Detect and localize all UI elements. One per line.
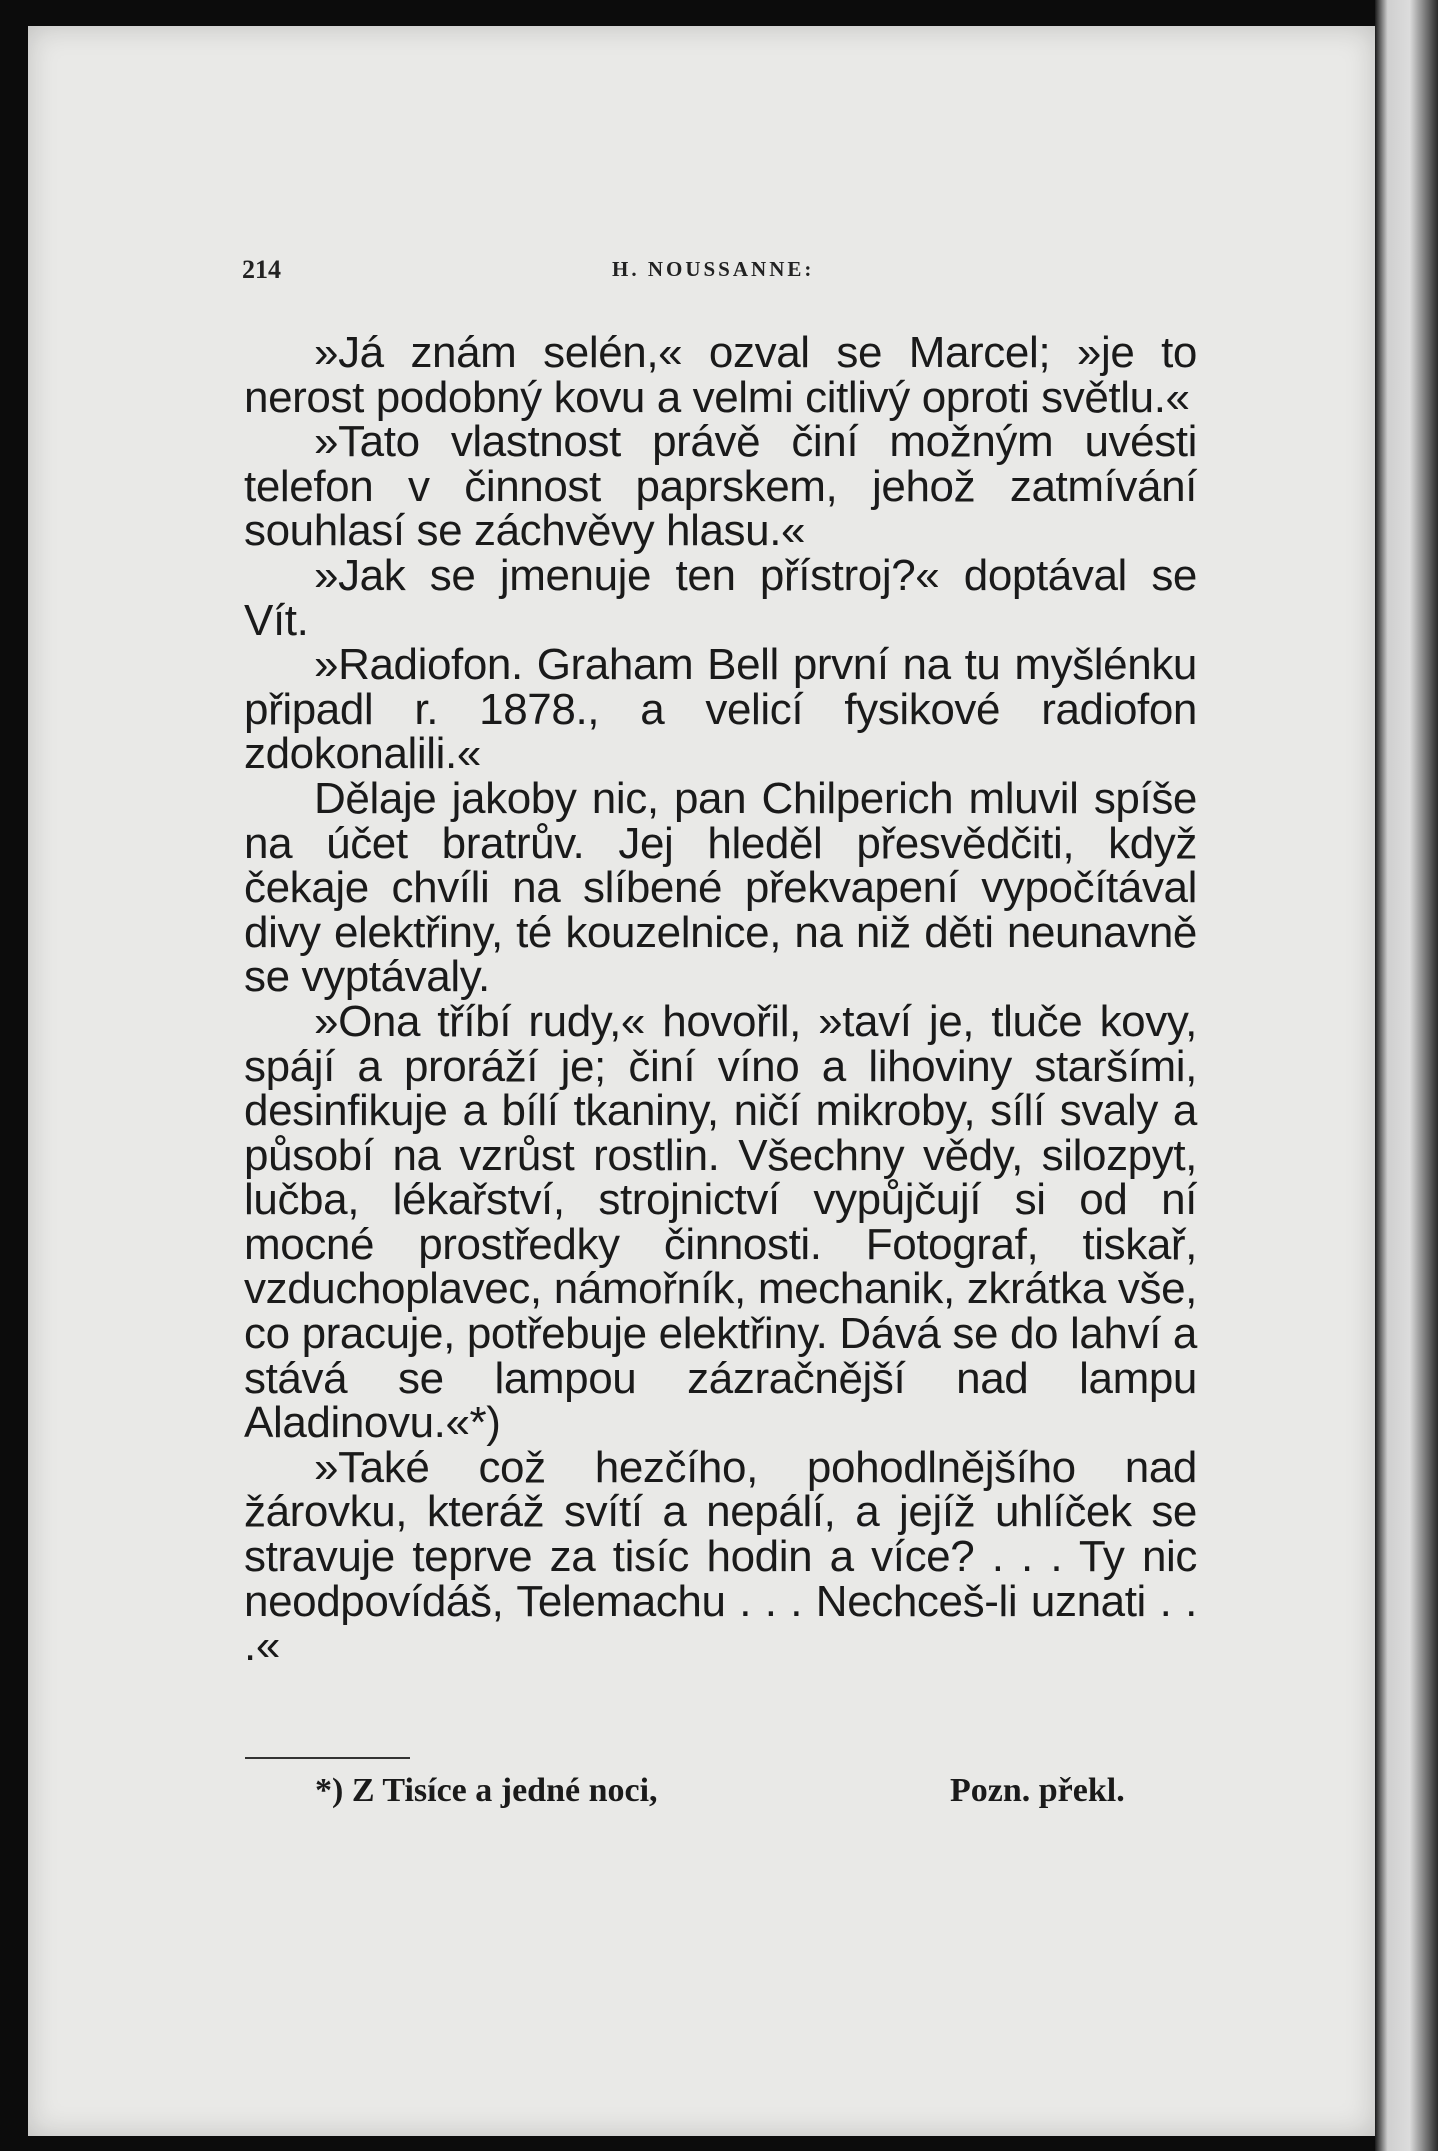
page-header (242, 255, 1192, 289)
footnote-text: *) Z Tisíce a jedné noci, (315, 1772, 658, 1809)
paragraph: »Radiofon. Graham Bell první na tu myšlénku připadl r. 1878., a velicí fysikové radiofon zdokonalili.« (244, 640, 1197, 779)
paragraph: »Ona tříbí rudy,« hovořil, »taví je, tluče kovy, spájí a proráží je; činí víno a lihoviny staršími, desinfikuje a bílí tkaniny, ničí mikroby, sílí svaly a působí na vzrůst rostlin. Všechny vědy, silozpyt, lučba, lékařství, strojnictví vypůjčují si od ní mocné prostředky činnosti. Fotograf, tiskař, vzduchoplavec, námořník, mechanik, zkrátka vše, co pracuje, potřebuje elektřiny. Dává se do lahví a stává se lampou zázračnější nad lampu Aladinovu.«*) (244, 996, 1197, 1448)
translator-note: Pozn. překl. (950, 1772, 1125, 1809)
body-text (244, 328, 1197, 1671)
footnote-rule (245, 1757, 410, 1759)
paragraph: »Já znám selén,« ozval se Marcel; »je to nerost podobný kovu a velmi citlivý oproti světlu.« (244, 328, 1197, 422)
page-number: 214 (242, 255, 281, 284)
paragraph: »Jak se jmenuje ten přístroj?« doptával se Vít. (244, 550, 1197, 645)
next-page-edge (1375, 0, 1438, 2151)
running-head: H. NOUSSANNE: (612, 257, 815, 281)
paragraph: Dělaje jakoby nic, pan Chilperich mluvil spíše na účet bratrův. Jej hleděl přesvědčiti, když čekaje chvíli na slíbené překvapení vypočítával divy elektřiny, té kouzelnice, na niž děti neunavně se vyptávaly. (244, 773, 1197, 1002)
paragraph: »Tato vlastnost právě činí možným uvésti telefon v činnost paprskem, jehož zatmívání souhlasí se záchvěvy hlasu.« (244, 417, 1197, 556)
paragraph: »Také což hezčího, pohodlnějšího nad žárovku, kteráž svítí a nepálí, a jejíž uhlíček se stravuje teprve za tisíc hodin a více? . . . Ty nic neodpovídáš, Telemachu . . . Nechceš-li uznati . . .« (244, 1442, 1197, 1671)
